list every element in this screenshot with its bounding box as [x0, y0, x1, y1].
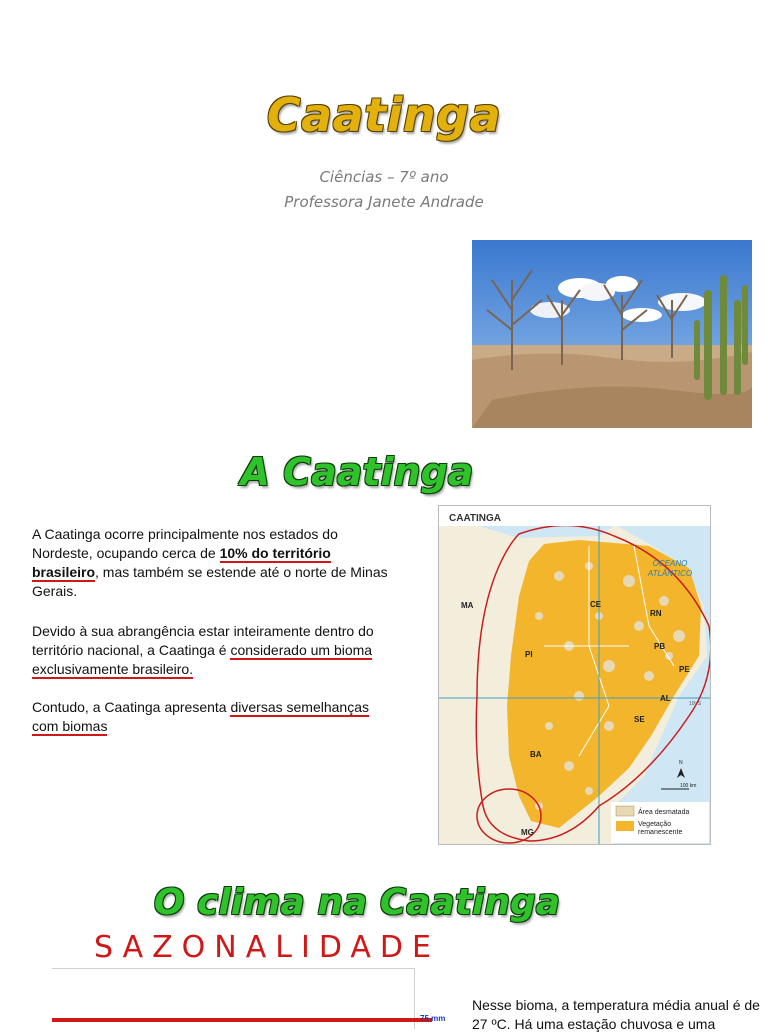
p1-text-a: A Caatinga ocorre principalmente nos estados do Nordeste, ocupando cerca de — [32, 526, 338, 561]
caatinga-photo — [472, 240, 752, 428]
section-title-caatinga: A Caatinga — [240, 450, 474, 494]
section-title-climate: O clima na Caatinga — [153, 882, 561, 923]
p3-text-a: Contudo, a Caatinga apresenta — [32, 699, 231, 715]
map-label-state: PI — [525, 650, 533, 659]
chart-red-line — [52, 1018, 432, 1022]
map-label-state: CE — [590, 600, 602, 609]
map-label-state: SE — [634, 715, 645, 724]
subtitle-teacher: Professora Janete Andrade — [284, 193, 484, 211]
map-ocean-line1: OCEANO — [652, 559, 688, 568]
map-scale: 100 km — [680, 783, 697, 789]
slide-title: Caatinga — [266, 88, 502, 142]
p2-text-a: Devido à sua abrangência estar inteiramente dentro do território nacional, a Caatinga é — [32, 623, 374, 658]
map-label-state: MG — [521, 828, 534, 837]
legend-item-vegetation-a: Vegetação — [638, 821, 672, 828]
map-north: N — [679, 760, 683, 766]
chart-axis-label: 75 mm — [420, 1014, 446, 1023]
p1-text-c: , mas também se estende até o norte de Minas Gerais. — [32, 564, 388, 599]
paragraph-exclusive — [32, 622, 392, 679]
map-ocean-line2: ATLÂNTICO — [647, 569, 693, 578]
legend-swatch-vegetation — [616, 821, 634, 831]
map-label-state: AL — [660, 694, 671, 703]
subtitle-subject: Ciências – 7º ano — [319, 168, 449, 186]
legend-swatch-deforested — [616, 806, 634, 816]
caatinga-map — [438, 505, 711, 845]
paragraph-location — [32, 525, 392, 601]
legend-item-vegetation-b: remanescente — [638, 829, 683, 836]
p2-highlight: considerado um bioma exclusivamente brasileiro. — [32, 642, 373, 677]
handwritten-annotation: SAZONALIDADE — [94, 930, 440, 965]
climate-paragraph: Nesse bioma, a temperatura média anual é de 27 ºC. Há uma estação chuvosa e uma — [472, 997, 760, 1032]
p3-highlight: diversas semelhanças com biomas — [32, 699, 369, 734]
map-label-state: BA — [530, 750, 542, 759]
map-label-state: MA — [461, 601, 474, 610]
map-title: CAATINGA — [449, 513, 502, 524]
p1-highlight: 10% do território brasileiro — [32, 545, 331, 580]
legend-item-deforested: Área desmatada — [638, 809, 690, 816]
map-label-state: PE — [679, 665, 690, 674]
map-label-state: RN — [650, 609, 662, 618]
map-label-state: PB — [654, 642, 666, 651]
paragraph-similarities — [32, 698, 392, 736]
map-latitude: 10º S — [689, 701, 702, 707]
